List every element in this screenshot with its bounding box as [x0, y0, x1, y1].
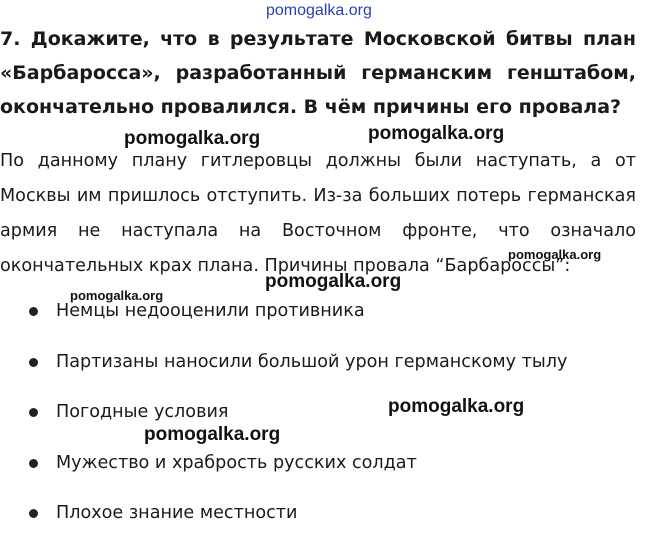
answer-text: По данному плану гитлеровцы должны были наступать, а от Москвы им пришлось отступить. Из-за больших потерь германская армия не наступала на Восточном фронте, что означало окончательных крах плана. Причины провала “Барбароссы”:: [0, 151, 636, 276]
bullet-icon: [29, 307, 38, 316]
watermark: pomogalka.org: [368, 123, 505, 144]
question-text: 7. Докажите, что в результате Московской битвы план «Барбаросса», разработанный германским генштабом, окончательно провалился. В чём причины его провала?: [0, 28, 636, 118]
list-item-text: Плохое знание местности: [56, 503, 298, 523]
list-item: [0, 495, 567, 546]
bullet-icon: [29, 509, 38, 518]
list-item-text: Мужество и храбрость русских солдат: [56, 452, 417, 473]
list-item-text: Погодные условия: [56, 402, 229, 422]
list-item-text: Немцы недооценили противника: [56, 301, 365, 321]
watermark: pomogalka.org: [144, 424, 281, 445]
bullet-icon: [29, 408, 38, 417]
watermark: pomogalka.org: [388, 396, 525, 417]
list-item: [0, 344, 567, 395]
reasons-list: [0, 293, 567, 546]
watermark-top: pomogalka.org: [266, 2, 372, 19]
list-item-text: Партизаны наносили большой урон германскому тылу: [56, 351, 568, 372]
bullet-icon: [29, 358, 38, 367]
watermark: pomogalka.org: [70, 288, 164, 303]
watermark: pomogalka.org: [124, 128, 261, 149]
watermark: pomogalka.org: [508, 247, 602, 262]
bullet-icon: [29, 459, 38, 468]
watermark: pomogalka.org: [265, 271, 402, 292]
list-item: [0, 445, 567, 496]
